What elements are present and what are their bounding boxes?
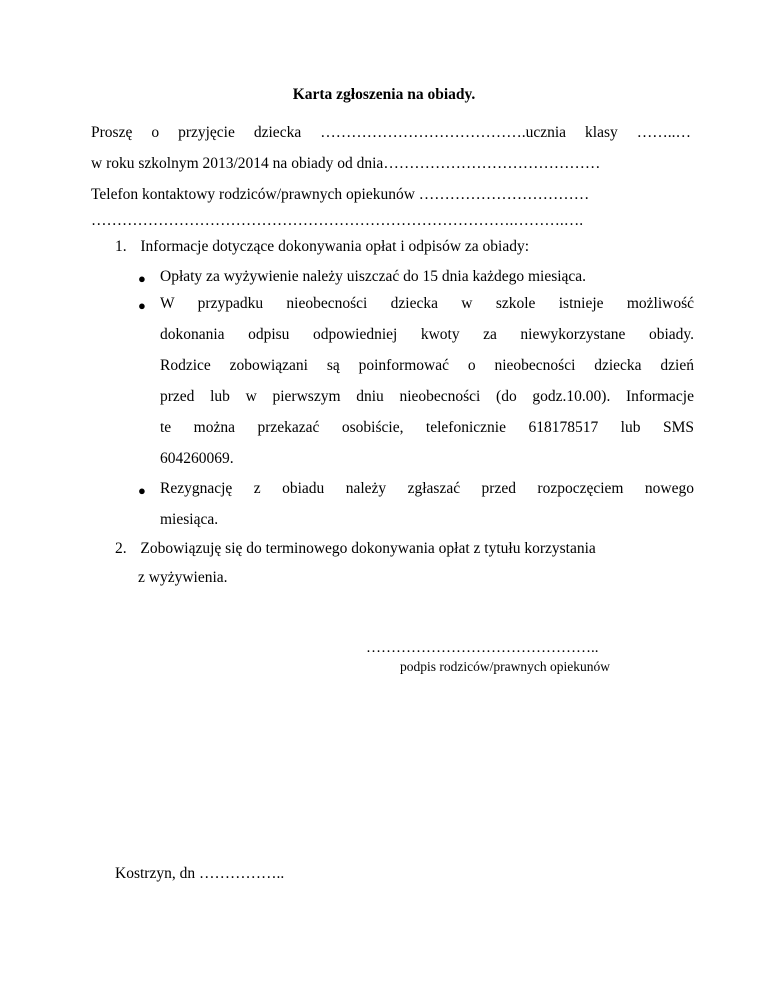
bullet-3-line-1: Rezygnację z obiadu należy zgłaszać przed rozpoczęciem nowego xyxy=(160,480,694,497)
section-2-line-1 xyxy=(115,540,695,558)
section-2-number: 2. xyxy=(115,540,127,557)
bullet-2-line-3: Rodzice zobowiązani są poinformować o nieobecności dziecka dzień xyxy=(160,357,694,374)
bullet-2-line-4: przed lub w pierwszym dniu nieobecności (do godz.10.00). Informacje xyxy=(160,388,694,405)
bullet-2-line-2: dokonania odpisu odpowiedniej kwoty za niewykorzystane obiady. xyxy=(160,326,694,343)
section-1-number: 1. xyxy=(115,238,127,255)
bullet-2-line-5: te można przekazać osobiście, telefonicznie 618178517 lub SMS xyxy=(160,419,694,436)
continuation-dots-line: ……………………………………………………………………….……….…. xyxy=(91,212,584,229)
bullet-2-line-1: W przypadku nieobecności dziecka w szkole istnieje możliwość xyxy=(160,295,694,312)
signature-caption: podpis rodziców/prawnych opiekunów xyxy=(400,659,610,674)
bullet-2-line-6: 604260069. xyxy=(160,450,234,467)
section-1-heading-text: Informacje dotyczące dokonywania opłat i odpisów za obiady: xyxy=(140,238,530,255)
school-year-start-date-line: w roku szkolnym 2013/2014 na obiady od dnia…………………………………… xyxy=(91,155,601,172)
bullet-icon: ● xyxy=(138,483,146,498)
bullet-1-line-1: Opłaty za wyżywienie należy uiszczać do 15 dnia każdego miesiąca. xyxy=(160,268,587,285)
contact-phone-line: Telefon kontaktowy rodziców/prawnych opiekunów …………………………… xyxy=(91,186,590,203)
place-date-line: Kostrzyn, dn …………….. xyxy=(115,865,285,882)
bullet-icon: ● xyxy=(138,298,146,313)
section-2-line-2: z wyżywienia. xyxy=(138,569,228,586)
signature-dots: ……………………………………….. xyxy=(366,640,599,656)
bullet-3-line-2: miesiąca. xyxy=(160,511,219,528)
section-1-heading xyxy=(115,238,529,256)
child-name-class-line: Proszę o przyjęcie dziecka ………………………………….ucznia klasy ……..… xyxy=(91,124,691,141)
section-2-text-1: Zobowiązuję się do terminowego dokonywania opłat z tytułu korzystania xyxy=(140,540,596,557)
document-title: Karta zgłoszenia na obiady. xyxy=(292,86,476,103)
bullet-icon: ● xyxy=(138,271,146,286)
